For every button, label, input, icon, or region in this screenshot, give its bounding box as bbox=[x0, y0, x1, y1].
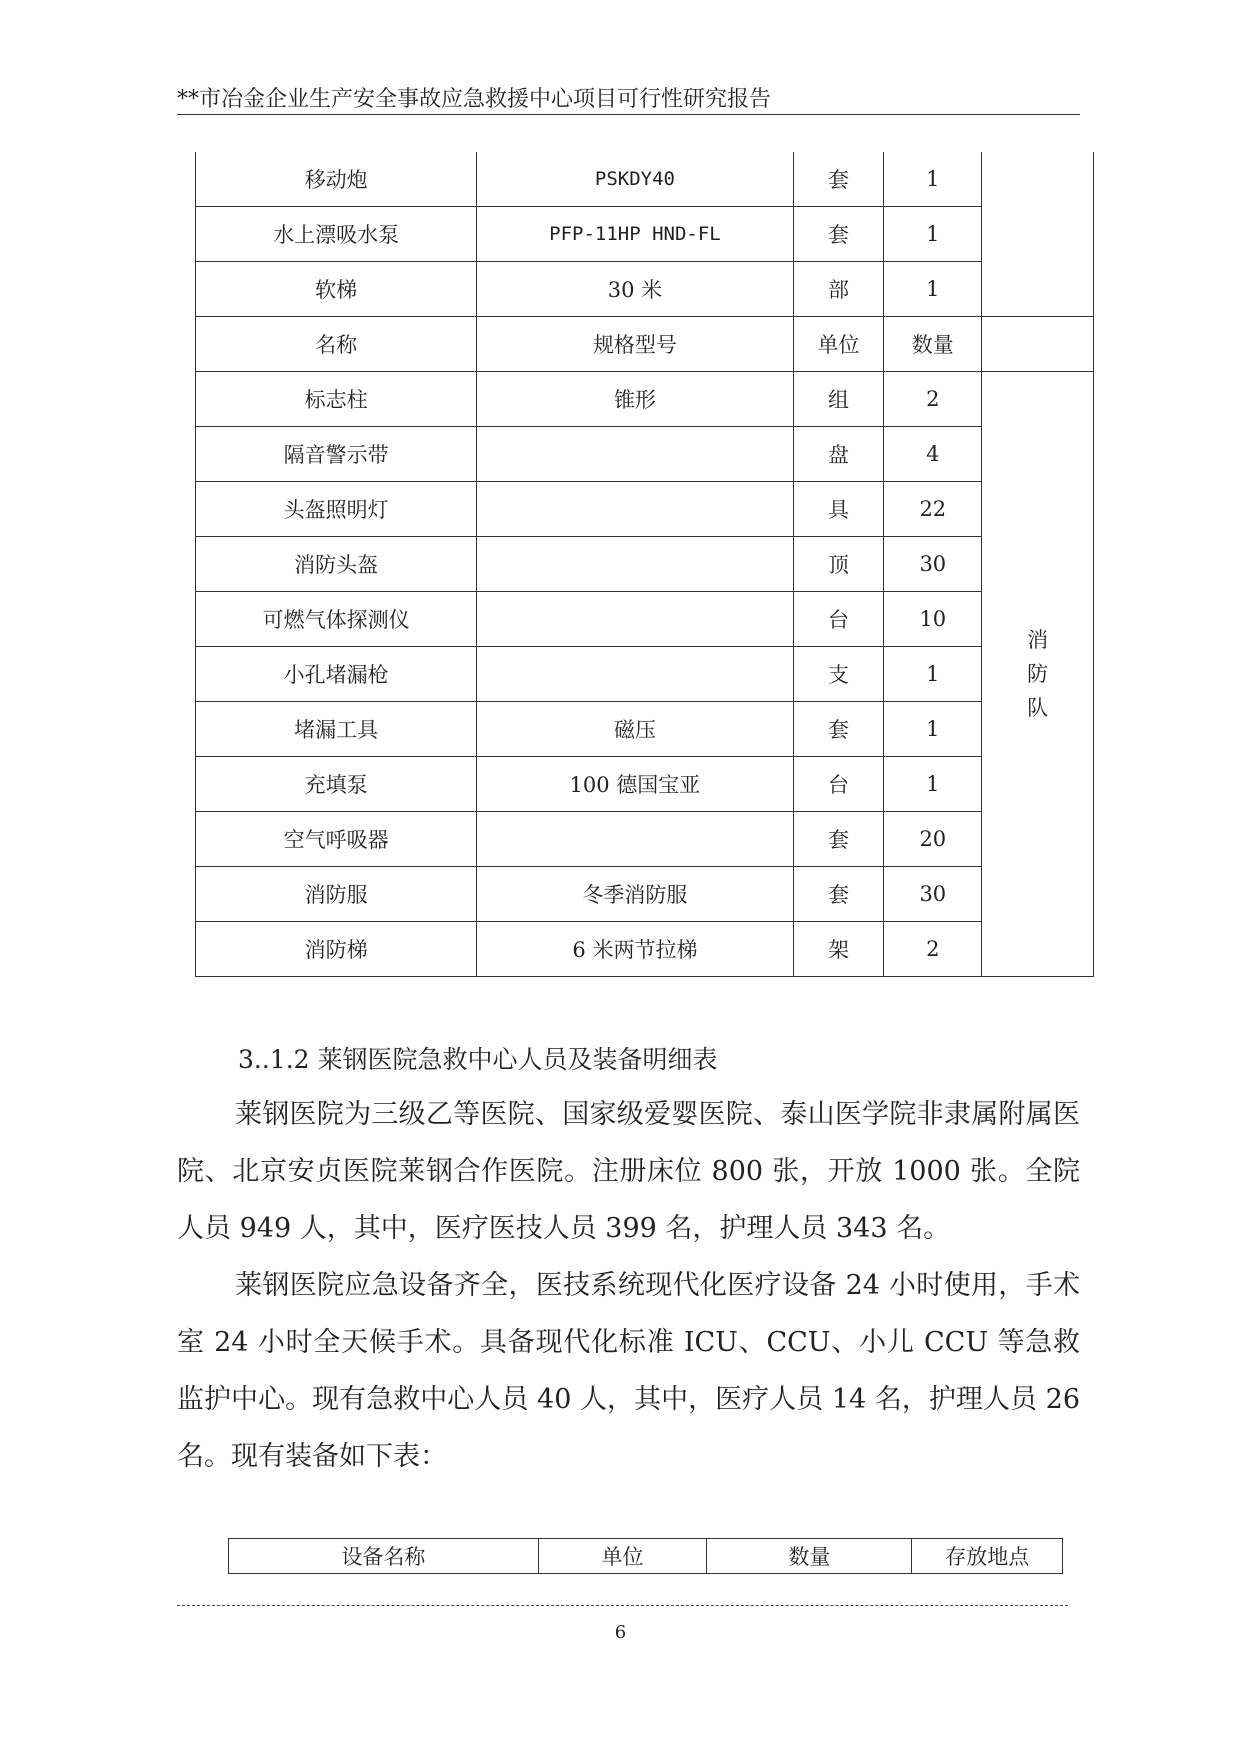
table-row bbox=[196, 372, 1094, 427]
table-row bbox=[196, 537, 1094, 592]
equipment-qty: 2 bbox=[884, 922, 982, 977]
column-header-spec: 规格型号 bbox=[477, 317, 793, 372]
equipment-spec: PSKDY40 bbox=[477, 152, 793, 207]
page-number: 6 bbox=[614, 1622, 627, 1643]
equipment-unit: 架 bbox=[793, 922, 884, 977]
table-header-row bbox=[229, 1539, 1063, 1574]
equipment-spec: 锥形 bbox=[477, 372, 793, 427]
equipment-spec: PFP-11HP HND-FL bbox=[477, 207, 793, 262]
equipment-name: 消防梯 bbox=[196, 922, 477, 977]
equipment-spec bbox=[477, 812, 793, 867]
equipment-name: 空气呼吸器 bbox=[196, 812, 477, 867]
equipment-unit: 台 bbox=[793, 757, 884, 812]
table-row bbox=[196, 812, 1094, 867]
equipment-unit: 盘 bbox=[793, 427, 884, 482]
page-header bbox=[177, 86, 1080, 115]
equipment-qty: 2 bbox=[884, 372, 982, 427]
equipment-spec: 30 米 bbox=[477, 262, 793, 317]
equipment-qty: 4 bbox=[884, 427, 982, 482]
table-row bbox=[196, 922, 1094, 977]
equipment-unit: 支 bbox=[793, 647, 884, 702]
location-cell-top bbox=[982, 152, 1094, 317]
equipment-unit: 组 bbox=[793, 372, 884, 427]
equipment-unit: 顶 bbox=[793, 537, 884, 592]
column-header-name: 名称 bbox=[196, 317, 477, 372]
equipment-qty: 22 bbox=[884, 482, 982, 537]
table-row bbox=[196, 867, 1094, 922]
equipment-qty: 1 bbox=[884, 702, 982, 757]
equipment-name: 堵漏工具 bbox=[196, 702, 477, 757]
equipment-unit: 台 bbox=[793, 592, 884, 647]
equipment-qty: 1 bbox=[884, 262, 982, 317]
equipment-name: 充填泵 bbox=[196, 757, 477, 812]
equipment-qty: 10 bbox=[884, 592, 982, 647]
location-label: 消防队 bbox=[1027, 628, 1049, 720]
equipment-name: 软梯 bbox=[196, 262, 477, 317]
table-row bbox=[196, 482, 1094, 537]
equipment-unit: 部 bbox=[793, 262, 884, 317]
equipment-name: 隔音警示带 bbox=[196, 427, 477, 482]
location-cell bbox=[982, 372, 1094, 977]
equipment-spec bbox=[477, 427, 793, 482]
equipment-name: 移动炮 bbox=[196, 152, 477, 207]
equipment-spec: 6 米两节拉梯 bbox=[477, 922, 793, 977]
equipment-qty: 1 bbox=[884, 152, 982, 207]
equipment-name: 小孔堵漏枪 bbox=[196, 647, 477, 702]
equipment-name: 消防头盔 bbox=[196, 537, 477, 592]
equipment-unit: 套 bbox=[793, 152, 884, 207]
column-header-unit: 单位 bbox=[793, 317, 884, 372]
equipment-unit: 套 bbox=[793, 867, 884, 922]
body-paragraph: 莱钢医院为三级乙等医院、国家级爱婴医院、泰山医学院非隶属附属医院、北京安贞医院莱钢合作医院。注册床位 800 张，开放 1000 张。全院人员 949 人，其中，医疗医技人员 399 名，护理人员 343 名。 bbox=[177, 1099, 1080, 1244]
table-row bbox=[196, 592, 1094, 647]
equipment-qty: 1 bbox=[884, 207, 982, 262]
equipment-table bbox=[195, 152, 1094, 977]
equipment-name: 头盔照明灯 bbox=[196, 482, 477, 537]
table-header-row bbox=[196, 317, 1094, 372]
equipment-qty: 1 bbox=[884, 757, 982, 812]
column-header-qty: 数量 bbox=[884, 317, 982, 372]
footer-divider bbox=[177, 1605, 1068, 1606]
equipment-name: 水上漂吸水泵 bbox=[196, 207, 477, 262]
equipment-spec: 100 德国宝亚 bbox=[477, 757, 793, 812]
equipment-spec: 磁压 bbox=[477, 702, 793, 757]
equipment-spec bbox=[477, 482, 793, 537]
column-header-location: 存放地点 bbox=[912, 1539, 1063, 1574]
table-row bbox=[196, 757, 1094, 812]
equipment-unit: 套 bbox=[793, 702, 884, 757]
header-title: **市冶金企业生产安全事故应急救援中心项目可行性研究报告 bbox=[177, 87, 772, 112]
equipment-name: 消防服 bbox=[196, 867, 477, 922]
equipment-unit: 具 bbox=[793, 482, 884, 537]
equipment-spec bbox=[477, 647, 793, 702]
table-row bbox=[196, 152, 1094, 207]
hospital-equipment-table bbox=[228, 1538, 1063, 1574]
equipment-qty: 30 bbox=[884, 867, 982, 922]
equipment-qty: 20 bbox=[884, 812, 982, 867]
column-header-device: 设备名称 bbox=[229, 1539, 539, 1574]
body-paragraph: 莱钢医院应急设备齐全，医技系统现代化医疗设备 24 小时使用，手术室 24 小时全天候手术。具备现代化标准 ICU、CCU、小儿 CCU 等急救监护中心。现有急救中心人员 40 人，其中，医疗人员 14 名，护理人员 26 名。现有装备如下表： bbox=[177, 1270, 1080, 1472]
equipment-qty: 30 bbox=[884, 537, 982, 592]
equipment-spec: 冬季消防服 bbox=[477, 867, 793, 922]
column-header-location bbox=[982, 317, 1094, 372]
equipment-unit: 套 bbox=[793, 812, 884, 867]
table-row bbox=[196, 427, 1094, 482]
equipment-spec bbox=[477, 537, 793, 592]
equipment-name: 可燃气体探测仪 bbox=[196, 592, 477, 647]
table-row bbox=[196, 647, 1094, 702]
table-row bbox=[196, 262, 1094, 317]
section-title: 3..1.2 莱钢医院急救中心人员及装备明细表 bbox=[238, 1045, 718, 1074]
column-header-unit: 单位 bbox=[538, 1539, 706, 1574]
table-row bbox=[196, 702, 1094, 757]
column-header-qty: 数量 bbox=[707, 1539, 912, 1574]
equipment-unit: 套 bbox=[793, 207, 884, 262]
equipment-qty: 1 bbox=[884, 647, 982, 702]
equipment-name: 标志柱 bbox=[196, 372, 477, 427]
equipment-spec bbox=[477, 592, 793, 647]
table-row bbox=[196, 207, 1094, 262]
